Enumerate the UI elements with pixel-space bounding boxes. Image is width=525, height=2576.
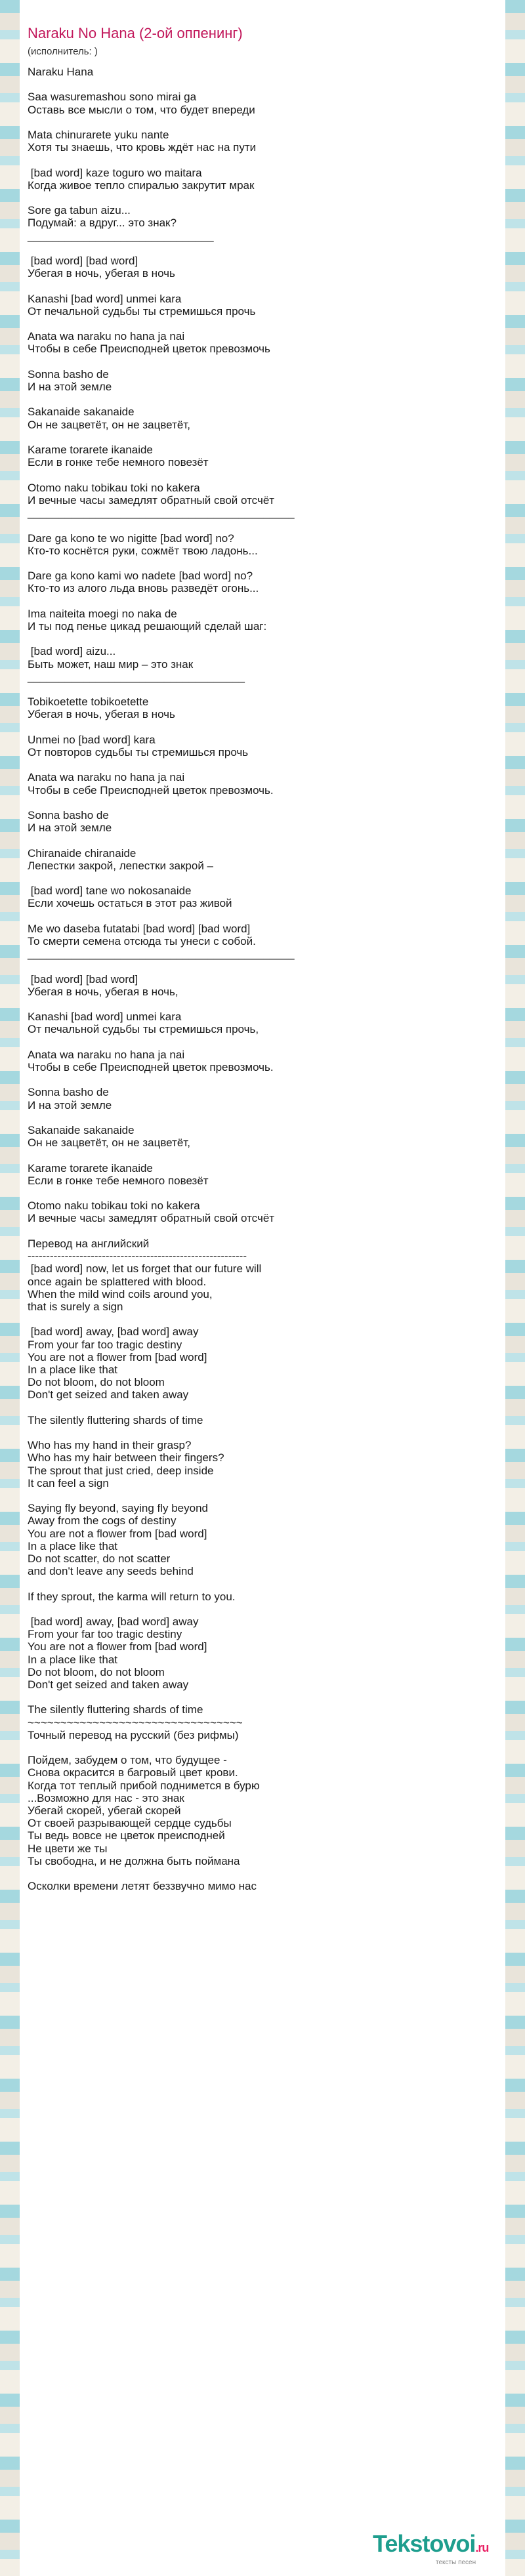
lyrics-text: Naraku Hana Saa wasuremashou sono mirai ga Оставь все мысли о том, что будет впереди Mata chinurarete yuku nante Хотя ты знаешь, что кровь ждёт нас на пути [bad word] kaze toguro wo maitara Когда живое тепло спиралью закрутит мрак Sore ga tabun aizu... Подумай: а вдруг... это знак? ______________________________ [bad word] [bad word] Убегая в ночь, убегая в ночь Kanashi [bad word] unmei kara От печальной судьбы ты стремишься прочь Anata wa naraku no hana ja nai Чтобы в себе Преисподней цветок превозмочь Sonna basho de И на этой земле Sakanaide sakanaide Он не зацветёт, он не зацветёт, Karame torarete ikanaide Если в гонке тебе немного повезёт Otomo naku tobikau toki no kakera И вечные часы замедлят обратный свой отсчёт ___________________________________________ Dare ga kono te wo nigitte [bad word] no? Кто-то коснётся руки, сожмёт твою ладонь... Dare ga kono kami wo nadete [bad word] no? Кто-то из алого льда вновь разведёт огонь... Ima naiteita moegi no naka de И ты под пенье цикад решающий сделай шаг: [bad word] aizu... Быть может, наш мир – это знак ___________________________________ Tobikoetette tobikoetette Убегая в ночь, убегая в ночь Unmei no [bad word] kara От повторов судьбы ты стремишься прочь Anata wa naraku no hana ja nai Чтобы в себе Преисподней цветок превозмочь. Sonna basho de И на этой земле Chiranaide chiranaide Лепестки закрой, лепестки закрой – [bad word] tane wo nokosanaide Если хочешь остаться в этот раз живой Me wo daseba futatabi [bad word] [bad word] То смерти семена отсюда ты унеси с собой. ___________________________________________ [bad word] [bad word] Убегая в ночь, убегая в ночь, Kanashi [bad word] unmei kara От печальной судьбы ты стремишься прочь, Anata wa naraku no hana ja nai Чтобы в себе Преисподней цветок превозмочь. Sonna basho de И на этой земле Sakanaide sakanaide Он не зацветёт, он не зацветёт, Karame torarete ikanaide Если в гонке тебе немного повезёт Otomo naku tobikau toki no kakera И вечные часы замедлят обратный свой отсчёт Перевод на английский ----------------------------------------------------------- [bad word] now, let us forget that our future will once again be splattered with blood. When the mild wind coils around you, that is surely a sign [bad word] away, [bad word] away From your far too tragic destiny You are not a flower from [bad word] In a place like that Do not bloom, do not bloom Don't get seized and taken away The silently fluttering shards of time Who has my hand in their grasp? Who has my hair between their fingers? The sprout that just cried, deep inside It can feel a sign Saying fly beyond, saying fly beyond Away from the cogs of destiny You are not a flower from [bad word] In a place like that Do not scatter, do not scatter and don't leave any seeds behind If they sprout, the karma will return to you. [bad word] away, [bad word] away From your far too tragic destiny You are not a flower from [bad word] In a place like that Do not bloom, do not bloom Don't get seized and taken away The silently fluttering shards of time ~~~~~~~~~~~~~~~~~~~~~~~~~~~~~~~~~ Точный перевод на русский (без рифмы) Пойдем, забудем о том, что будущее - Снова окрасится в багровый цвет крови. Когда тот теплый прибой поднимется в бурю ...Возможно для нас - это знак Убегай скорей, убегай скорей От своей разрывающей сердце судьбы Ты ведь вовсе не цветок преисподней Не цвети же ты Ты свободна, и не должна быть поймана Осколки времени летят беззвучно мимо нас — [28, 66, 295, 1893]
site-logo-tagline: тексты песен — [436, 2559, 476, 2566]
song-title: Naraku No Hana (2-ой оппенинг) — [28, 25, 243, 41]
site-logo[interactable] — [373, 2530, 504, 2569]
site-logo-text — [373, 2530, 488, 2558]
site-logo-name: Tekstovoi — [373, 2530, 476, 2557]
artist-line: (исполнитель: ) — [28, 46, 98, 57]
site-logo-suffix: .ru — [475, 2541, 489, 2554]
